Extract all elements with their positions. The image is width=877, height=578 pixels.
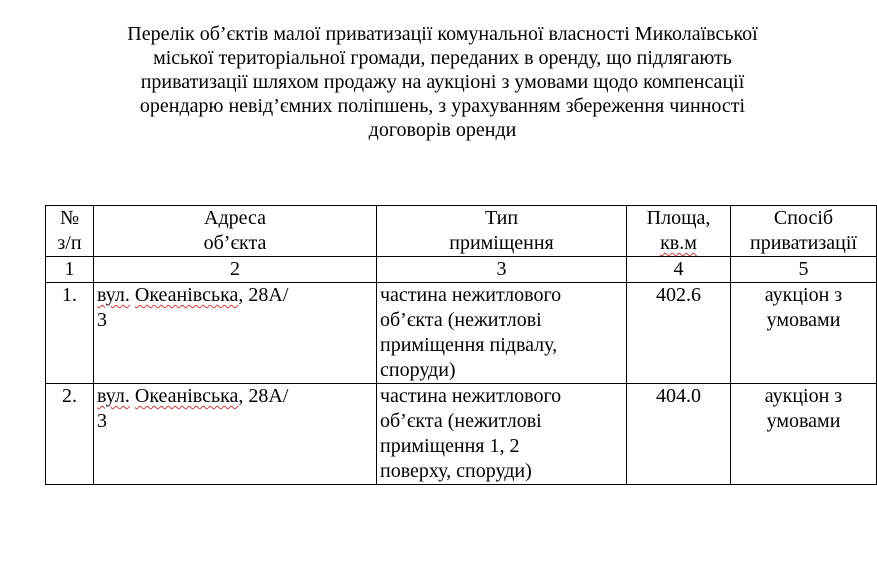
document-title [60, 22, 825, 142]
address-rest: , 28А/ [238, 385, 289, 407]
type-line: частина нежитлового [380, 284, 562, 306]
column-number: 3 [377, 257, 627, 283]
row-premises-type [377, 283, 627, 384]
type-line: об’єкта (нежитлові [380, 410, 542, 432]
row-number: 2. [46, 384, 94, 485]
address-name: Океанівська [134, 385, 239, 407]
header-premises-type [377, 206, 627, 257]
row-address [94, 283, 377, 384]
column-numbers-row [46, 257, 877, 283]
method-line: умовами [766, 309, 841, 331]
column-number: 1 [46, 257, 94, 283]
table-header-row [46, 206, 877, 257]
method-line: аукціон з [764, 284, 843, 306]
type-line: споруди) [380, 359, 456, 381]
address-rest: , 28А/ [238, 284, 289, 306]
table-row [46, 384, 877, 485]
header-text: № [59, 207, 80, 229]
header-text: об’єкта [203, 232, 267, 254]
header-text: з/п [57, 232, 82, 254]
header-number [46, 206, 94, 257]
header-privatization-method [731, 206, 877, 257]
address-street: вул. [97, 284, 130, 306]
column-number: 4 [627, 257, 731, 283]
title-line: договорів оренди [368, 119, 517, 141]
row-number: 1. [46, 283, 94, 384]
header-text: Спосіб [773, 207, 834, 229]
row-privatization-method [731, 384, 877, 485]
row-privatization-method [731, 283, 877, 384]
title-line: Перелік об’єктів малої приватизації комунальної власності Миколаївської [127, 23, 758, 45]
address-street: вул. [97, 385, 130, 407]
header-text: кв.м [660, 232, 697, 254]
column-number: 5 [731, 257, 877, 283]
title-line: приватизації шляхом продажу на аукціоні з умовами щодо компенсації [140, 71, 745, 93]
row-address [94, 384, 377, 485]
title-line: міської територіальної громади, переданих в оренду, що підлягають [153, 47, 732, 69]
address-line [97, 384, 373, 409]
method-line: умовами [766, 410, 841, 432]
row-area: 402.6 [627, 283, 731, 384]
type-line: поверху, споруди) [380, 460, 532, 482]
header-text: Адреса [204, 207, 266, 229]
row-area: 404.0 [627, 384, 731, 485]
title-line: орендарю невід’ємних поліпшень, з урахуванням збереження чинності [139, 95, 746, 117]
header-text: Площа, [646, 207, 711, 229]
method-line: аукціон з [764, 385, 843, 407]
table-row [46, 283, 877, 384]
type-line: приміщення підвалу, [380, 334, 558, 356]
address-name: Океанівська [134, 284, 239, 306]
header-text: Тип [484, 207, 519, 229]
type-line: приміщення 1, 2 [380, 435, 520, 457]
type-line: об’єкта (нежитлові [380, 309, 542, 331]
header-text: приміщення [449, 232, 554, 254]
address-line [97, 283, 373, 308]
objects-table [45, 205, 877, 485]
address-line-2: 3 [97, 309, 107, 331]
header-area [627, 206, 731, 257]
address-line-2: 3 [97, 410, 107, 432]
header-text: приватизації [750, 232, 857, 254]
type-line: частина нежитлового [380, 385, 562, 407]
header-address [94, 206, 377, 257]
column-number: 2 [94, 257, 377, 283]
row-premises-type [377, 384, 627, 485]
